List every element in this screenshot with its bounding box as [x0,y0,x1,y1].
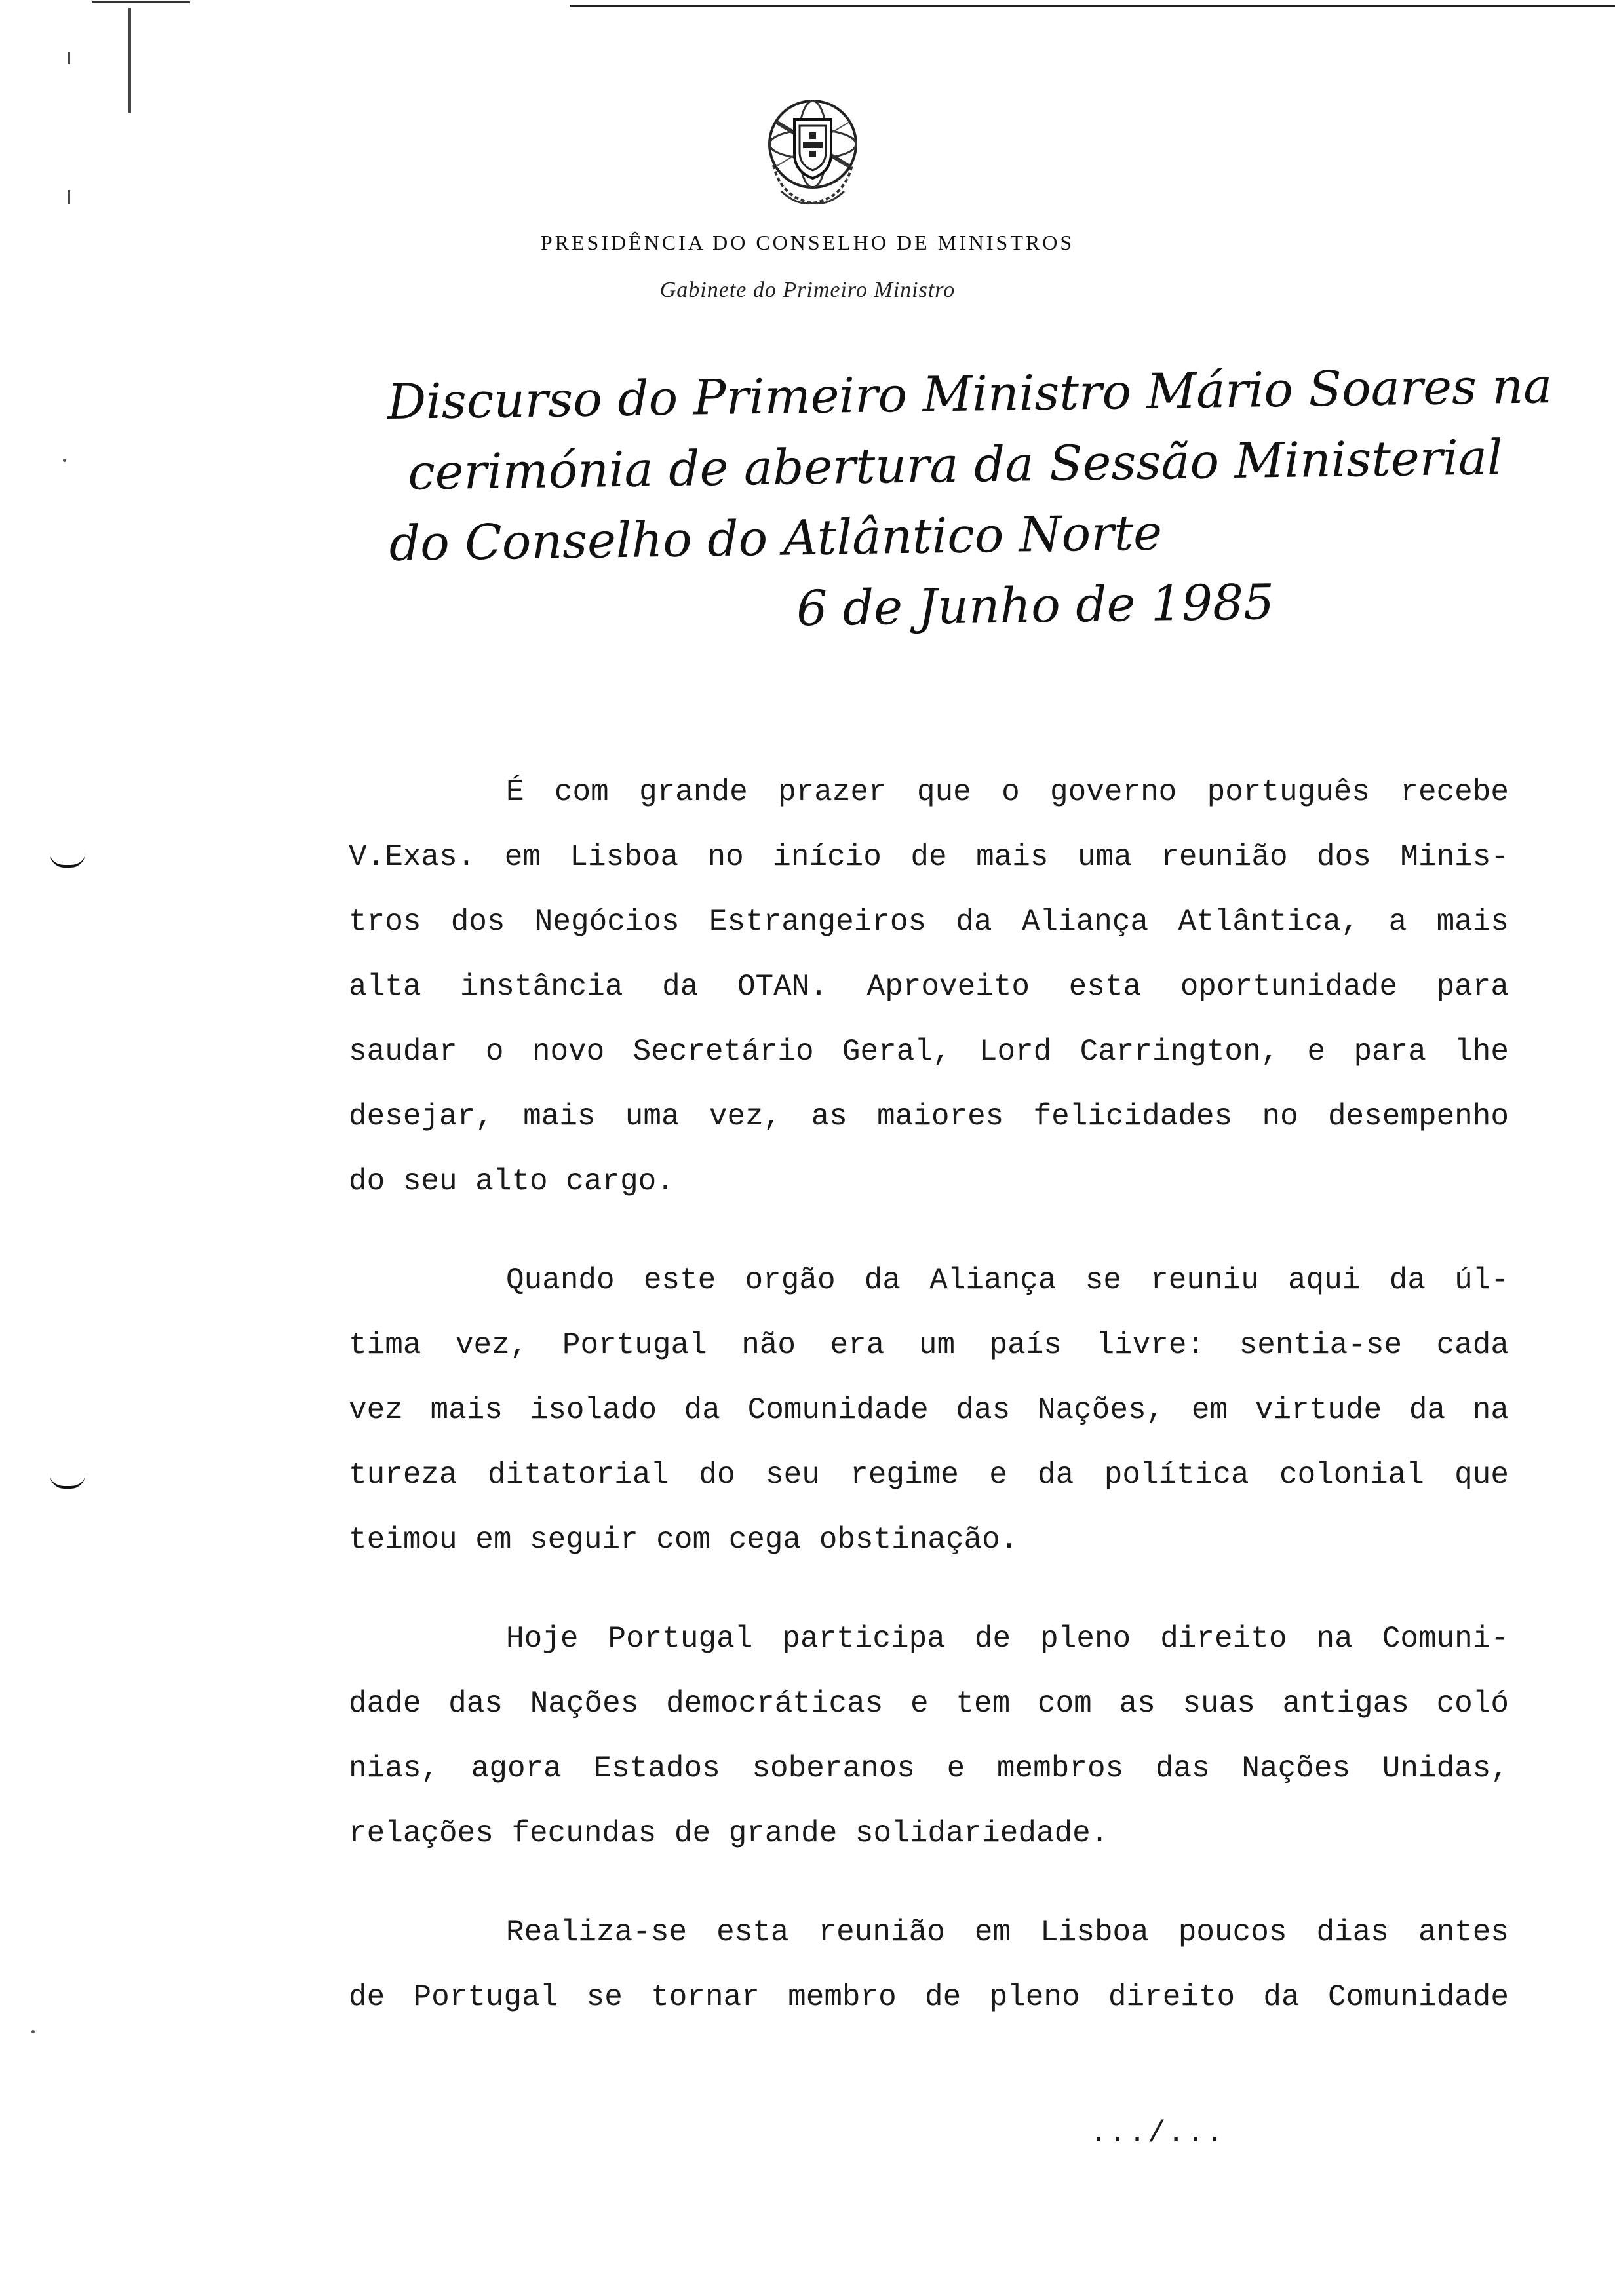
hole-punch-mark [50,853,85,868]
handwritten-line: do Conselho do Atlântico Norte [389,505,1163,572]
text-line: nias, agora Estados soberanos e membros das Nações Unidas, [349,1751,1509,1786]
paragraph [349,760,1509,1214]
text-line: Realiza-se esta reunião em Lisboa poucos dias antes [506,1915,1509,1949]
handwritten-note [387,351,1553,650]
letterhead-office: Gabinete do Primeiro Ministro [659,278,956,302]
scan-artifact-rule [92,1,190,3]
text-line: teimou em seguir com cega obstinação. [349,1523,1019,1557]
scan-artifact-tick [68,190,70,204]
text-line: Quando este orgão da Aliança se reuniu aqui da úl- [506,1263,1509,1297]
text-line: alta instância da OTAN. Aproveito esta oportunidade para [349,970,1509,1004]
paragraph [349,1248,1509,1573]
scan-artifact-tick [68,52,70,64]
text-line: saudar o novo Secretário Geral, Lord Carrington, e para lhe [349,1035,1509,1069]
handwritten-line: cerimónia de abertura da Sessão Ministerial [407,429,1504,501]
text-line: Hoje Portugal participa de pleno direito na Comuni- [506,1622,1509,1656]
scan-speck [63,459,66,462]
scan-speck [31,2030,35,2033]
speech-body [349,760,1509,2064]
text-line: tros dos Negócios Estrangeiros da Aliança Atlântica, a mais [349,905,1509,939]
text-line: tima vez, Portugal não era um país livre: sentia-se cada [349,1328,1509,1362]
paragraph [349,1607,1509,1866]
continuation-marker: .../... [1089,2116,1226,2151]
text-line: desejar, mais uma vez, as maiores felicidades no desempenho [349,1100,1509,1134]
text-line: de Portugal se tornar membro de pleno direito da Comunidade [349,1980,1509,2014]
text-line: V.Exas. em Lisboa no início de mais uma reunião dos Minis- [349,840,1509,874]
scan-artifact-binding [128,8,131,113]
text-line: relações fecundas de grande solidariedade. [349,1816,1109,1850]
hole-punch-mark [50,1474,85,1489]
paragraph [349,1900,1509,2030]
text-line: vez mais isolado da Comunidade das Nações, em virtude da na [349,1393,1509,1427]
letterhead-institution: PRESIDÊNCIA DO CONSELHO DE MINISTROS [540,231,1075,254]
text-line: É com grande prazer que o governo português recebe [506,775,1509,809]
text-line: dade das Nações democráticas e tem com as suas antigas coló [349,1687,1509,1721]
text-line: tureza ditatorial do seu regime e da política colonial que [349,1458,1509,1492]
text-line: do seu alto cargo. [349,1164,674,1198]
handwritten-date: 6 de Junho de 1985 [796,574,1275,638]
handwritten-line: Discurso do Primeiro Ministro Mário Soares na [387,358,1553,430]
scan-artifact-top-rule [570,5,1615,7]
coat-of-arms-icon [762,93,864,208]
